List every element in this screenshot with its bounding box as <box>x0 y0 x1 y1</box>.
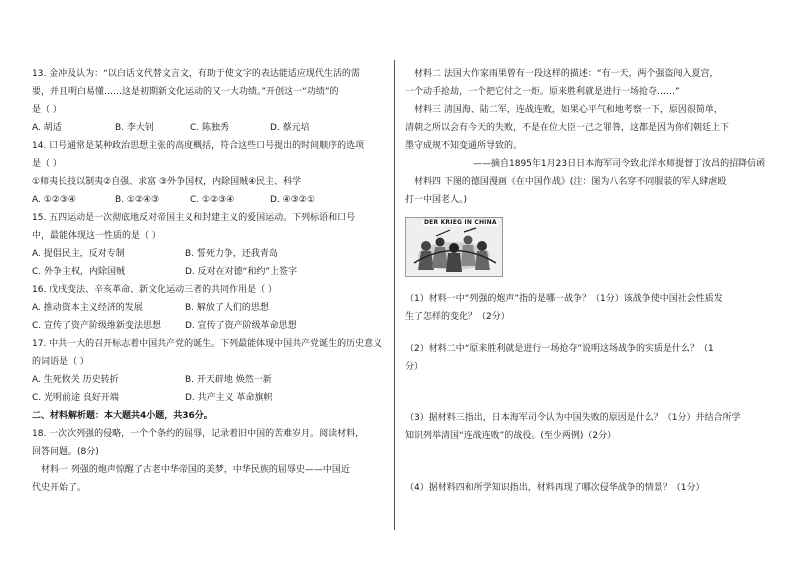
q13-option-b[interactable]: B. 李大钊 <box>115 123 154 133</box>
q18-stem-line1: 18. 一次次列强的侵略，一个个条约的屈辱，记录着旧中国的苦难岁月。阅读材料， <box>32 429 365 439</box>
q15-option-a[interactable]: A. 提倡民主，反对专制 <box>32 249 125 259</box>
material-3-source: ——摘自1895年1月23日日本海军司令致北洋水师提督丁汝昌的招降信函 <box>473 159 766 169</box>
subquestion-1-line2: 生了怎样的变化？（2分） <box>405 312 510 322</box>
q14-option-d[interactable]: D. ④③②① <box>270 195 315 205</box>
section-2-heading: 二、材料解析题：本大题共4小题，共36分。 <box>32 411 213 421</box>
material-3-line1: 材料三 清国海、陆二军，连战连败，如果心平气和地考察一下，原因很简单， <box>414 105 723 115</box>
subquestion-2-line1: （2）材料二中“原来胜利就是进行一场抢夺”说明这场战争的实质是什么？（1 <box>405 344 714 354</box>
q15-option-c[interactable]: C. 外争主权，内除国贼 <box>32 267 126 277</box>
q17-option-b[interactable]: B. 开天辟地 焕然一新 <box>185 375 272 385</box>
q16-option-a[interactable]: A. 推动资本主义经济的发展 <box>32 303 143 313</box>
q17-option-c[interactable]: C. 光明前途 良好开端 <box>32 393 119 403</box>
q13-stem-line3: 是（ ） <box>32 105 62 115</box>
q17-option-d[interactable]: D. 共产主义 革命旗帜 <box>185 393 273 403</box>
q14-option-c[interactable]: C. ①②③④ <box>190 195 235 205</box>
material-4-line2: 打一中国老人。) <box>405 195 468 205</box>
q16-option-c[interactable]: C. 宣传了资产阶级维新变法思想 <box>32 321 162 331</box>
material-2-line2: 一个动手抢劫，一个把它付之一炬。原来胜利就是进行一场抢夺……” <box>405 87 680 97</box>
column-divider <box>394 60 395 530</box>
q13-option-d[interactable]: D. 蔡元培 <box>270 123 310 133</box>
q13-option-c[interactable]: C. 陈独秀 <box>190 123 230 133</box>
material-2-line1: 材料二 法国大作家雨果曾有一段这样的描述：“有一天，两个强盗闯入夏宫， <box>414 69 719 79</box>
q13-stem-line2: 要，并且明白易懂……这是初期新文化运动的又一大功绩。”开创这一“功绩”的 <box>32 87 339 97</box>
material-4-line1: 材料四 下图的德国漫画《在中国作战》(注：图为八名穿不同服装的军人肆虐殴 <box>414 177 727 187</box>
q15-option-b[interactable]: B. 誓死力争，还我青岛 <box>185 249 278 259</box>
material-3-line2: 清朝之所以会有今天的失败，不是在位大臣一己之罪咎，这都是因为你们朝廷上下 <box>405 123 730 133</box>
subquestion-3-line1: （3）据材料三指出，日本海军司令认为中国失败的原因是什么？（1分）并结合所学 <box>405 413 741 423</box>
q17-stem-line2: 的词语是（ ） <box>32 357 89 367</box>
material-3-line3: 墨守成规不知变通所导致的。 <box>405 141 523 151</box>
q16-stem: 16. 戊戌变法、辛亥革命、新文化运动三者的共同作用是（ ） <box>32 285 278 295</box>
q13-option-a[interactable]: A. 胡适 <box>32 123 62 133</box>
subquestion-1-line1: （1）材料一中“列强的炮声”指的是哪一战争？（1分）该战争使中国社会性质发 <box>405 294 723 304</box>
cartoon-caption: DER KRIEG IN CHINA <box>424 219 497 226</box>
q15-stem-line1: 15. 五四运动是一次彻底地反对帝国主义和封建主义的爱国运动。下列标语和口号 <box>32 213 356 223</box>
q17-option-a[interactable]: A. 生死攸关 历史转折 <box>32 375 119 385</box>
material-1-line1: 材料一 列强的炮声惊醒了古老中华帝国的美梦，中华民族的屈辱史——中国近 <box>41 465 350 475</box>
q16-option-b[interactable]: B. 解放了人们的思想 <box>185 303 269 313</box>
q17-stem-line1: 17. 中共一大的召开标志着中国共产党的诞生。下列最能体现中国共产党诞生的历史意义 <box>32 339 383 349</box>
q14-stem-line2: 是（ ） <box>32 159 62 169</box>
q13-stem-line1: 13. 金冲及认为：“以白话文代替文言文，有助于使文字的表达能适应现代生活的需 <box>32 69 360 79</box>
subquestion-4: （4）据材料四和所学知识指出，材料再现了哪次侵华战争的情景？（1分） <box>405 483 705 493</box>
material-1-line2: 代史开始了。 <box>32 483 87 493</box>
cartoon-drawing <box>406 218 502 276</box>
q15-stem-line2: 中，最能体现这一性质的是（ ） <box>32 231 161 241</box>
q14-stem-line1: 14. 口号通常是某种政治思想主张的高度概括，符合这些口号提出的时间顺序的选项 <box>32 141 365 151</box>
q18-stem-line2: 回答问题。(8分) <box>32 447 99 457</box>
q16-option-d[interactable]: D. 宣传了资产阶级革命思想 <box>185 321 297 331</box>
subquestion-2-line2: 分） <box>405 362 424 372</box>
q15-option-d[interactable]: D. 反对在对德“和约”上签字 <box>185 267 297 277</box>
q14-items: ①师夷长技以制夷②自强、求富 ③外争国权，内除国贼④民主、科学 <box>32 177 302 187</box>
german-war-cartoon-image <box>405 217 503 277</box>
subquestion-3-line2: 知识列举清国“连战连败”的战役。(至少两例)（2分） <box>405 431 617 441</box>
q14-option-b[interactable]: B. ①②④③ <box>115 195 160 205</box>
q14-option-a[interactable]: A. ①②③④ <box>32 195 76 205</box>
